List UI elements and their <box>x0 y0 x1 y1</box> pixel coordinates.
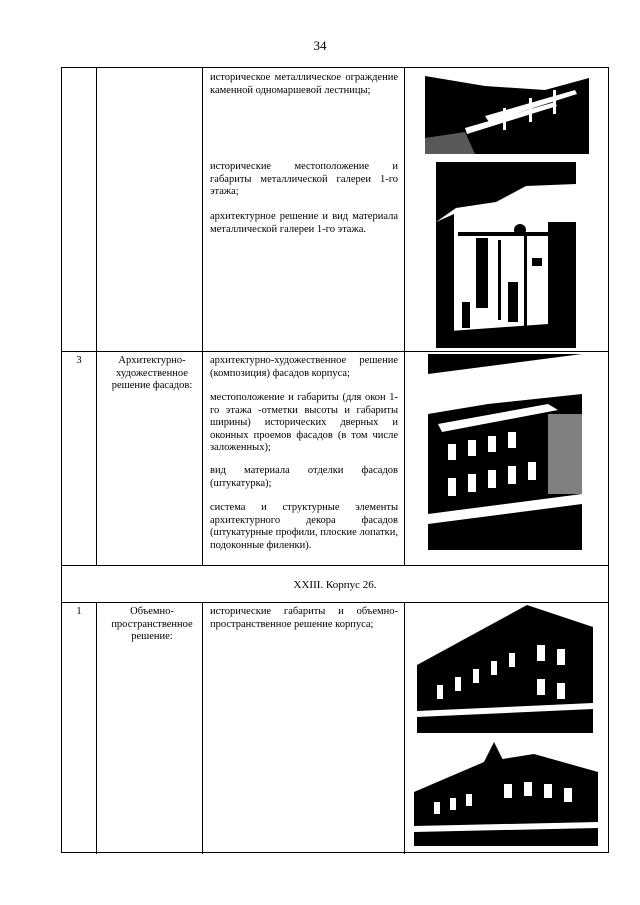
row-divider <box>62 351 608 352</box>
building-photo-1 <box>417 605 593 733</box>
row-item: архитектурно-художественное решение (композиция) фасадов корпуса; <box>210 355 398 379</box>
row-item: вид материала отделки фасадов (штукатурка); <box>210 465 398 489</box>
col-divider <box>202 68 203 565</box>
protection-table <box>61 67 609 853</box>
row-element: Архитектурно-художественное решение фасадов: <box>111 355 193 391</box>
row-item: историческое металлическое ограждение каменной одномаршевой лестницы; <box>210 72 398 96</box>
page-number: 34 <box>313 38 327 53</box>
section-title: XXIII. Корпус 26. <box>293 579 377 591</box>
row-item: исторические габариты и объемно-пространственное решение корпуса; <box>210 606 398 630</box>
row-item: система и структурные элементы архитектурного декора фасадов (штукатурные профили, плоские лопатки, подоконные филенки). <box>210 502 398 551</box>
row-divider <box>62 602 608 603</box>
row-item: архитектурное решение и вид материала металлической галереи 1-го этажа. <box>210 211 398 235</box>
staircase-railing-photo <box>425 68 589 154</box>
col-divider <box>202 602 203 854</box>
row-number: 1 <box>76 606 82 617</box>
col-divider <box>96 68 97 565</box>
row-element: Объемно-пространственное решение: <box>111 606 193 642</box>
row-divider <box>62 565 608 566</box>
row-item: местоположение и габариты (для окон 1-го этажа -отметки высоты и габариты ширины) исторических дверных и оконных проемов фасадов (в том числе заложенных); <box>210 392 398 453</box>
row-item: исторические местоположение и габариты металлической галереи 1-го этажа; <box>210 161 398 197</box>
row-number: 3 <box>76 355 82 366</box>
col-divider <box>96 602 97 854</box>
col-divider <box>404 602 405 854</box>
gallery-photo <box>436 162 576 348</box>
facade-photo <box>428 354 582 550</box>
building-photo-2 <box>414 742 598 846</box>
col-divider <box>404 68 405 565</box>
